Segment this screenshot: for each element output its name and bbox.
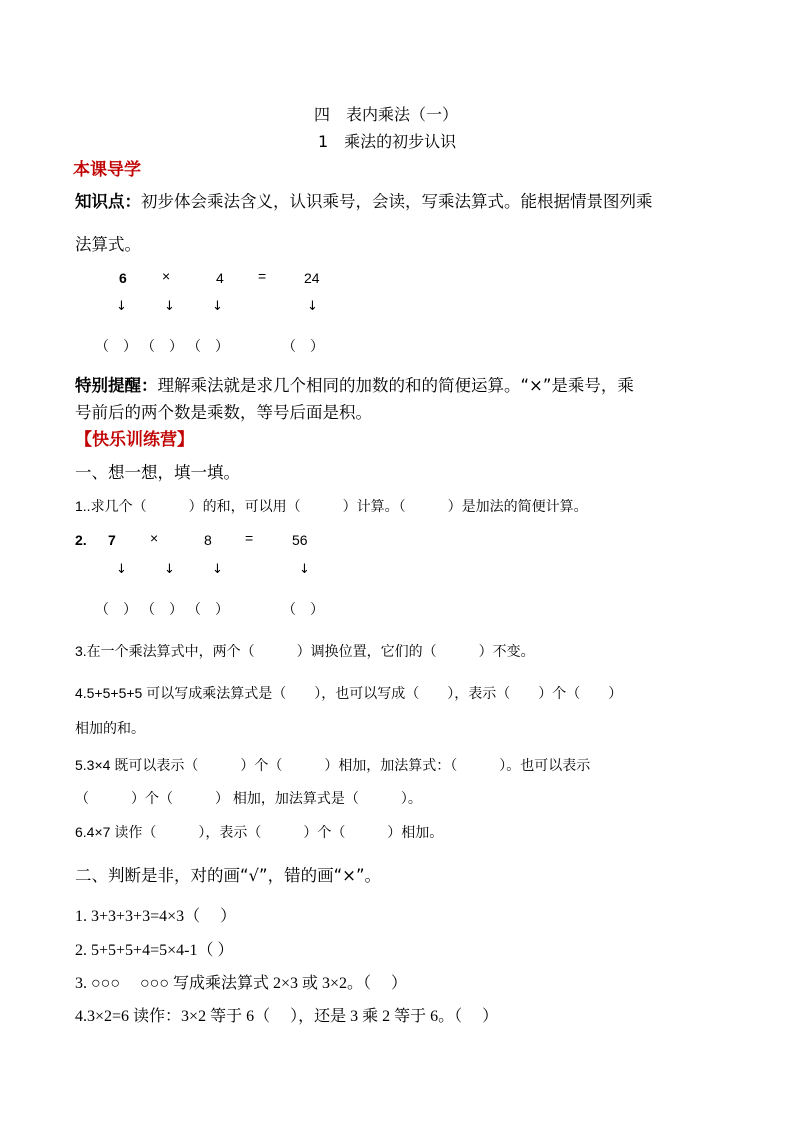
question-4-line-1: 4.5+5+5+5 可以写成乘法算式是（ ），也可以写成（ ），表示（ ）个（ ） — [75, 685, 623, 701]
guide-heading: 本课导学 — [73, 160, 141, 180]
camp-heading: 【快乐训练营】 — [75, 430, 194, 450]
chapter-title: 四 表内乘法（一） — [314, 105, 459, 124]
eq-product: 24 — [304, 270, 320, 286]
question-6: 6.4×7 读作（ ），表示（ ）个（ ）相加。 — [75, 824, 444, 840]
part1-title: 一、想一想，填一填。 — [75, 463, 240, 482]
lesson-title: 1 乘法的初步认识 — [318, 132, 457, 151]
arrow-down-icon: ↓ — [164, 562, 175, 577]
knowledge-line-2: 法算式。 — [75, 235, 141, 254]
eq-factor-1: 6 — [119, 270, 127, 286]
arrow-down-icon: ↓ — [116, 299, 127, 314]
q2-number: 2. — [75, 532, 87, 548]
arrow-down-icon: ↓ — [307, 299, 318, 314]
q2-blank-2: （ ） — [141, 601, 183, 617]
tip-text: 理解乘法就是求几个相同的加数的和的简便运算。“×”是乘号，乘 — [157, 376, 634, 395]
q2-blank-1: （ ） — [95, 601, 137, 617]
q2-equals-sign: = — [245, 530, 254, 546]
q2-factor-2: 8 — [204, 532, 212, 548]
question-5-line-1: 5.3×4 既可以表示（ ）个（ ）相加，加法算式：（ ）。也可以表示 — [75, 757, 591, 773]
tip-label: 特别提醒： — [75, 376, 158, 395]
blank-3: （ ） — [187, 338, 229, 354]
judge-4: 4.3×2=6 读作：3×2 等于 6（ ），还是 3 乘 2 等于 6。（ ） — [75, 1008, 499, 1025]
eq-times-sign: × — [162, 268, 171, 284]
part2-title: 二、判断是非，对的画“√”，错的画“×”。 — [75, 866, 382, 885]
judge-3: 3. ○○○ ○○○ 写成乘法算式 2×3 或 3×2。（ ） — [75, 975, 408, 992]
eq-factor-2: 4 — [216, 270, 224, 286]
judge-2: 2. 5+5+5+4=5×4-1（ ） — [75, 942, 234, 959]
eq-equals-sign: = — [258, 268, 267, 284]
q2-factor-1: 7 — [108, 532, 116, 548]
arrow-down-icon: ↓ — [212, 299, 223, 314]
blank-2: （ ） — [141, 338, 183, 354]
knowledge-text: 初步体会乘法含义，认识乘号，会读，写乘法算式。能根据情景图列乘 — [141, 192, 653, 211]
q2-blank-4: （ ） — [282, 601, 324, 617]
blank-4: （ ） — [282, 338, 324, 354]
judge-1: 1. 3+3+3+3=4×3（ ） — [75, 908, 237, 925]
q2-times-sign: × — [150, 530, 159, 546]
question-3: 3.在一个乘法算式中，两个（ ）调换位置，它们的（ ）不变。 — [75, 643, 535, 659]
arrow-down-icon: ↓ — [116, 562, 127, 577]
arrow-down-icon: ↓ — [212, 562, 223, 577]
q2-product: 56 — [292, 532, 308, 548]
blank-1: （ ） — [95, 338, 137, 354]
question-5-line-2: （ ）个（ ） 相加，加法算式是（ ）。 — [75, 790, 422, 806]
question-4-line-2: 相加的和。 — [75, 720, 145, 736]
tip-line-1 — [75, 372, 634, 396]
arrow-down-icon: ↓ — [299, 562, 310, 577]
q2-blank-3: （ ） — [187, 601, 229, 617]
question-1: 1..求几个（ ）的和，可以用（ ）计算。（ ）是加法的简便计算。 — [75, 498, 588, 514]
tip-line-2: 号前后的两个数是乘数，等号后面是积。 — [75, 403, 372, 422]
knowledge-label: 知识点： — [75, 192, 141, 211]
knowledge-line-1 — [75, 188, 653, 212]
arrow-down-icon: ↓ — [164, 299, 175, 314]
